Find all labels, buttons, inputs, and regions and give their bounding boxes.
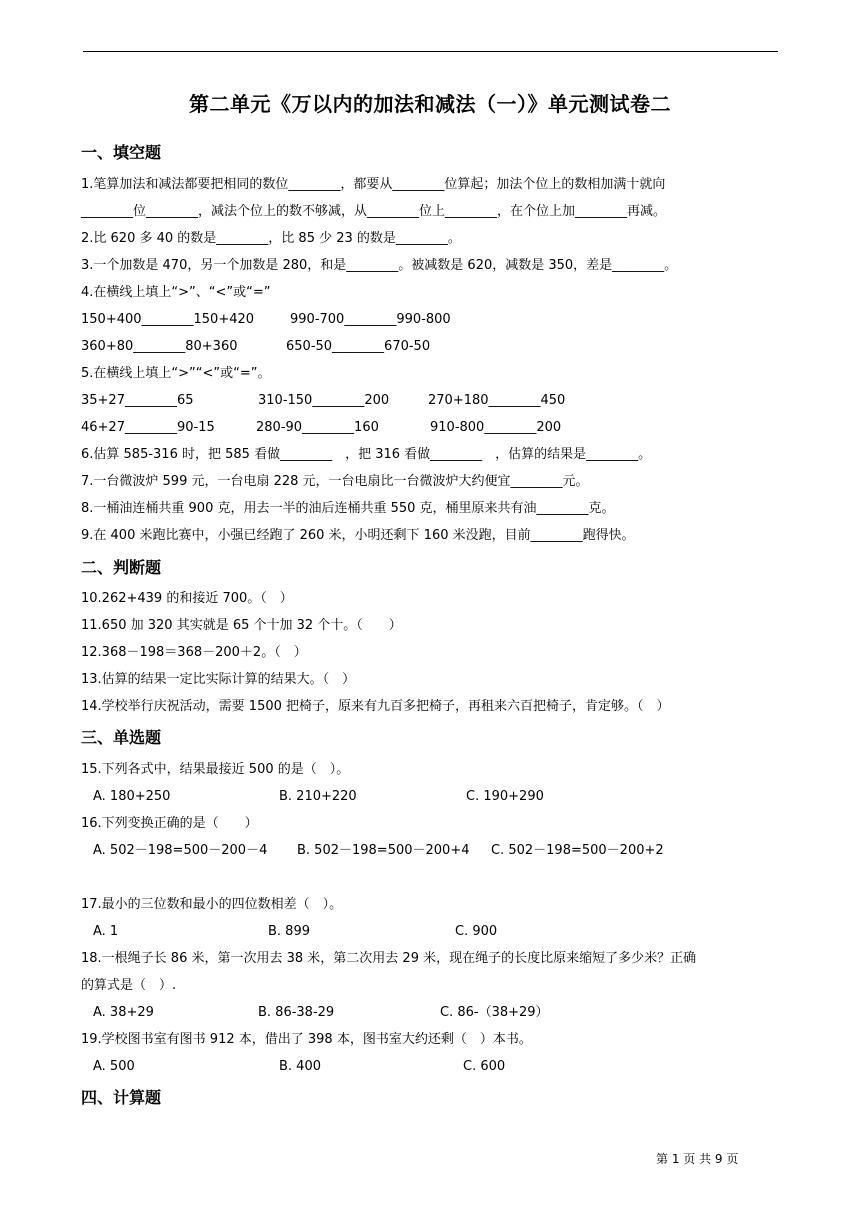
question-19-stem: 19.学校图书室有图书 912 本，借出了 398 本，图书室大约还剩（ ）本书。: [81, 1032, 532, 1047]
question-5-stem: 5.在横线上填上“>”“<”或“=”。: [81, 366, 271, 381]
question-18-line-2: 的算式是（ ）.: [81, 978, 177, 993]
question-13: 13.估算的结果一定比实际计算的结果大。（ ）: [81, 672, 356, 687]
section-heading-fill-blank: 一、填空题: [81, 143, 162, 162]
question-5-item: 910-800________200: [430, 420, 562, 435]
question-15-stem: 15.下列各式中，结果最接近 500 的是（ ）。: [81, 762, 350, 777]
question-11: 11.650 加 320 其实就是 65 个十加 32 个十。（ ）: [81, 618, 402, 633]
question-7: 7.一台微波炉 599 元，一台电扇 228 元，一台电扇比一台微波炉大约便宜________元。: [81, 474, 589, 489]
question-15-option-c: C. 190+290: [466, 789, 544, 804]
question-5-item: 46+27________90-15: [81, 420, 215, 435]
question-5-item: 280-90________160: [256, 420, 379, 435]
section-heading-single-choice: 三、单选题: [81, 728, 162, 747]
question-16-option-c: C. 502－198=500－200+2: [491, 843, 664, 858]
section-heading-true-false: 二、判断题: [81, 558, 162, 577]
question-18-option-b: B. 86-38-29: [258, 1005, 335, 1020]
question-1-line-1: 1.笔算加法和减法都要把相同的数位________，都要从________位算起；加法个位上的数相加满十就向: [81, 177, 666, 192]
question-3: 3.一个加数是 470，另一个加数是 280，和是________。被减数是 620，减数是 350，差是________。: [81, 258, 678, 273]
question-16-option-a: A. 502－198=500－200－4: [93, 843, 268, 858]
question-6: 6.估算 585-316 时，把 585 看做________ ，把 316 看做________ ，估算的结果是________。: [81, 447, 652, 462]
question-17-stem: 17.最小的三位数和最小的四位数相差（ ）。: [81, 897, 343, 912]
question-15-option-a: A. 180+250: [93, 789, 171, 804]
section-heading-calculation: 四、计算题: [81, 1088, 162, 1107]
header-rule: [83, 51, 778, 52]
question-5-item: 270+180________450: [428, 393, 566, 408]
page-title: 第二单元《万以内的加法和减法（一）》单元测试卷二: [189, 92, 671, 116]
question-5-item: 310-150________200: [258, 393, 390, 408]
question-4-item: 650-50________670-50: [286, 339, 431, 354]
question-19-option-a: A. 500: [93, 1059, 135, 1074]
question-15-option-b: B. 210+220: [279, 789, 357, 804]
question-4-item: 360+80________80+360: [81, 339, 238, 354]
question-5-item: 35+27________65: [81, 393, 194, 408]
page-footer: 第 1 页 共 9 页: [656, 1152, 739, 1166]
question-17-option-b: B. 899: [268, 924, 310, 939]
question-18-line-1: 18.一根绳子长 86 米，第一次用去 38 米，第二次用去 29 米，现在绳子的长度比原来缩短了多少米？正确: [81, 951, 697, 966]
question-8: 8.一桶油连桶共重 900 克，用去一半的油后连桶共重 550 克，桶里原来共有油________克。: [81, 501, 615, 516]
question-4-item: 990-700________990-800: [290, 312, 451, 327]
question-1-line-2: ________位________，减法个位上的数不够减，从________位上________，在个位上加________再减。: [81, 204, 667, 219]
question-4-item: 150+400________150+420: [81, 312, 255, 327]
question-16-option-b: B. 502－198=500－200+4: [297, 843, 470, 858]
question-17-option-a: A. 1: [93, 924, 119, 939]
question-10: 10.262+439 的和接近 700。（ ）: [81, 591, 293, 606]
question-2: 2.比 620 多 40 的数是________，比 85 少 23 的数是________。: [81, 231, 461, 246]
question-17-option-c: C. 900: [455, 924, 498, 939]
question-18-option-a: A. 38+29: [93, 1005, 154, 1020]
question-9: 9.在 400 米跑比赛中，小强已经跑了 260 米，小明还剩下 160 米没跑，目前________跑得快。: [81, 528, 635, 543]
question-19-option-b: B. 400: [279, 1059, 321, 1074]
question-12: 12.368－198＝368－200＋2。（ ）: [81, 645, 307, 660]
question-19-option-c: C. 600: [463, 1059, 506, 1074]
question-14: 14.学校举行庆祝活动，需要 1500 把椅子，原来有九百多把椅子，再租来六百把椅子，肯定够。（ ）: [81, 699, 670, 714]
question-18-option-c: C. 86-（38+29）: [440, 1005, 549, 1020]
question-16-stem: 16.下列变换正确的是（ ）: [81, 816, 258, 831]
question-4-stem: 4.在横线上填上“>”、“<”或“=”: [81, 285, 271, 300]
